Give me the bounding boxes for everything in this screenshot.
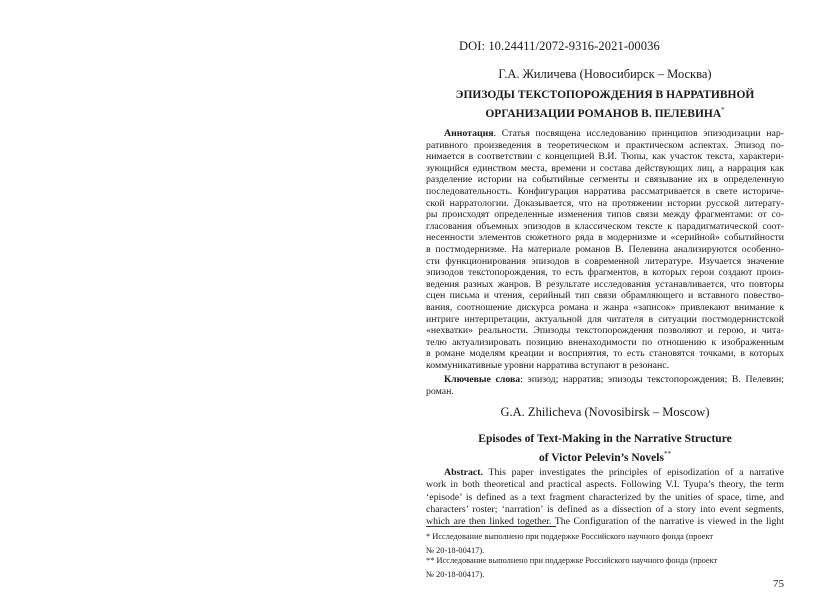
page-number: 75 xyxy=(773,578,784,590)
footnote-line: * Исследование выполнено при поддержке Российского научного фонда (проект xyxy=(426,532,714,541)
abstract-ru-line: «нехватки» реальности. Эпизоды текстопорождения позволяют и герою, и чита- xyxy=(426,325,784,337)
abstract-ru-line: сцен письма и чтения, серийный тип связи обрамляющего и вставного повество- xyxy=(426,290,784,302)
title-ru xyxy=(426,88,784,122)
abstract-en-line: work in both theoretical and practical aspects. Following V.I. Tyupa’s theory, the term xyxy=(426,479,784,491)
abstract-ru-line: в романе моделям креации и восприятия, то есть становятся точками, в которых xyxy=(426,348,784,360)
page-column xyxy=(426,0,784,609)
abstract-ru-line: последовательность. Конфигурация нарратива рассматривается в свете историче- xyxy=(426,185,784,197)
title-ru-line-1: ЭПИЗОДЫ ТЕКСТОПОРОЖДЕНИЯ В НАРРАТИВНОЙ xyxy=(455,89,755,101)
footnote-mark: ** xyxy=(663,450,671,458)
abstract-en-line: characters’ roster; ‘narration’ is defined as a dissection of a story into event segments, xyxy=(426,503,784,515)
author-en: G.A. Zhilicheva (Novosibirsk – Moscow) xyxy=(500,405,710,419)
abstract-en xyxy=(426,467,784,528)
footnote-mark: * xyxy=(721,106,725,114)
abstract-ru-line: вания, соотношение дискурса романа и жанра «записок» привлекают внимание к xyxy=(426,301,784,313)
keywords-ru xyxy=(426,374,784,397)
abstract-ru-line: ративного произведения в теоретическом и практическом аспектах. Эпизод по- xyxy=(426,139,784,151)
title-en-line-2: of Victor Pelevin’s Novels** xyxy=(539,450,671,464)
abstract-ru-label: Аннотация xyxy=(444,128,494,139)
title-ru-line-2: ОРГАНИЗАЦИИ РОМАНОВ В. ПЕЛЕВИНА* xyxy=(485,106,725,120)
abstract-ru xyxy=(426,128,784,371)
keywords-label: Ключевые слова xyxy=(444,374,521,385)
abstract-ru-line: ведения разных жанров. В результате исследования устанавливается, что повторы xyxy=(426,278,784,290)
footnote-2 xyxy=(426,554,784,582)
abstract-en-line: ‘episode’ is defined as a text fragment characterized by the unities of space, time, and xyxy=(426,491,784,503)
keywords-line: Ключевые слова: эпизод; нарратив; эпизоды текстопорождения; В. Пелевин; xyxy=(444,374,784,385)
title-en xyxy=(426,432,784,466)
abstract-ru-line: интриге интерпретации, актуальной для читателя в ситуации постмодернистской xyxy=(426,313,784,325)
doi-line: DOI: 10.24411/2072-9316-2021-00036 xyxy=(459,39,660,53)
title-en-line-1: Episodes of Text-Making in the Narrative Structure xyxy=(478,433,732,445)
abstract-ru-line: эпизодов текстопорождения, то есть фрагментов, в которых герои создают произ- xyxy=(426,267,784,279)
abstract-ru-line: ской нарратологии. Доказывается, что на протяжении истории русской литерату- xyxy=(426,197,784,209)
abstract-ru-line: разделение истории на событийные сегменты и связывание их в определенную xyxy=(426,174,784,186)
abstract-ru-line: сти функционирования эпизодов в современной литературе. Изучается значение xyxy=(426,255,784,267)
abstract-ru-line: нимается в соответствии с концепцией В.И. Тюпы, как участок текста, характери- xyxy=(426,151,784,163)
abstract-en-line: which are then linked together. The Configuration of the narrative is viewed in the light xyxy=(426,516,784,528)
abstract-ru-line: несенности элементов сюжетного ряда в модернизме и «серийной» событийности xyxy=(426,232,784,244)
footnote-line: № 20-18-00417). xyxy=(426,570,485,579)
keywords-line: роман. xyxy=(426,385,454,397)
footnote-divider xyxy=(426,526,556,527)
abstract-en-label: Abstract. xyxy=(444,467,483,478)
abstract-ru-line: Аннотация. Статья посвящена исследованию принципов эпизодизации нар- xyxy=(444,128,784,139)
footnote-line: № 20-18-00417). xyxy=(426,546,485,555)
abstract-ru-line: ры происходят определенные изменения типов связи между фрагментами: от со- xyxy=(426,209,784,221)
abstract-ru-line: зующийся единством места, времени и состава действующих лиц, а наррация как xyxy=(426,162,784,174)
author-ru: Г.А. Жиличева (Новосибирск – Москва) xyxy=(498,67,712,81)
abstract-ru-line: в постмодернизме. На материале романов В. Пелевина анализируются особенно- xyxy=(426,243,784,255)
abstract-ru-line: гласования объемных эпизодов в классическом тексте к парадигматической соот- xyxy=(426,220,784,232)
abstract-ru-line: телю актуализировать позицию вненаходимости по отношению к изображенным xyxy=(426,336,784,348)
abstract-ru-line: коммуникативные уровни нарратива вступают в резонанс. xyxy=(426,359,670,371)
footnote-line: ** Исследование выполнено при поддержке Российского научного фонда (проект xyxy=(426,556,718,565)
abstract-en-line: Abstract. This paper investigates the principles of episodization of a narrative xyxy=(444,467,784,478)
